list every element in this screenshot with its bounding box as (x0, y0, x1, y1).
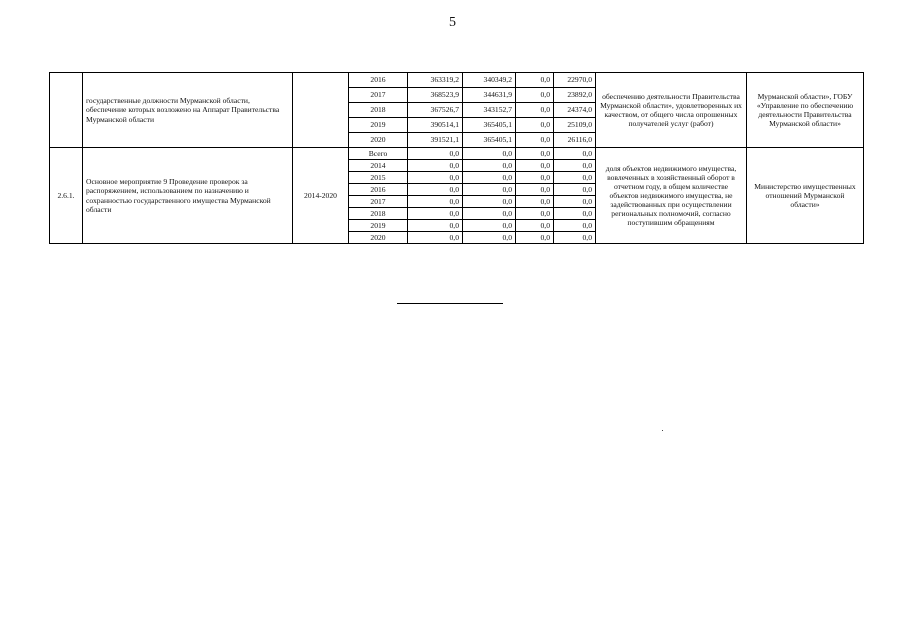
year-cell: 2017 (349, 196, 408, 208)
indicator-cell: обеспечению деятельности Правительства Мурманской области», удовлетворенных их качеством, от общего числа опрошенных получателей услуг (работ) (596, 73, 747, 148)
value1-cell: 0,0 (463, 208, 516, 220)
value1-cell: 365405,1 (463, 133, 516, 148)
year-cell: 2017 (349, 88, 408, 103)
year-cell: 2020 (349, 133, 408, 148)
value3-cell: 26116,0 (554, 133, 596, 148)
year-cell: 2019 (349, 118, 408, 133)
value1-cell: 0,0 (463, 148, 516, 160)
total-cell: 0,0 (408, 232, 463, 244)
value3-cell: 0,0 (554, 160, 596, 172)
table-row (50, 73, 864, 88)
item-number (50, 73, 83, 148)
total-cell: 0,0 (408, 196, 463, 208)
value2-cell: 0,0 (516, 133, 554, 148)
value3-cell: 0,0 (554, 184, 596, 196)
value3-cell: 0,0 (554, 196, 596, 208)
table-row (50, 148, 864, 160)
total-cell: 0,0 (408, 184, 463, 196)
value2-cell: 0,0 (516, 118, 554, 133)
total-cell: 367526,7 (408, 103, 463, 118)
value3-cell: 0,0 (554, 220, 596, 232)
item-period (293, 73, 349, 148)
item-name: государственные должности Мурманской области, обеспечение которых возложено на Аппарат Правительства Мурманской области (83, 73, 293, 148)
total-cell: 0,0 (408, 208, 463, 220)
year-cell: Всего (349, 148, 408, 160)
section-1 (50, 73, 864, 148)
end-separator-line (397, 303, 503, 304)
scan-speck (662, 430, 663, 431)
item-period: 2014-2020 (293, 148, 349, 244)
value2-cell: 0,0 (516, 220, 554, 232)
executor-cell: Министерство имущественных отношений Мурманской области» (747, 148, 864, 244)
item-number: 2.6.1. (50, 148, 83, 244)
program-table (49, 72, 864, 244)
value3-cell: 0,0 (554, 208, 596, 220)
value1-cell: 0,0 (463, 220, 516, 232)
value1-cell: 0,0 (463, 160, 516, 172)
value1-cell: 340349,2 (463, 73, 516, 88)
year-cell: 2015 (349, 172, 408, 184)
year-cell: 2018 (349, 103, 408, 118)
value2-cell: 0,0 (516, 73, 554, 88)
executor-cell: Мурманской области», ГОБУ «Управление по обеспечению деятельности Правительства Мурманской области» (747, 73, 864, 148)
value3-cell: 0,0 (554, 148, 596, 160)
indicator-cell: доля объектов недвижимого имущества, вовлеченных в хозяйственный оборот в отчетном году, в общем количестве объектов недвижимого имущества, не задействованных при осуществлении региональных полномочий, согласно поступившим обращениям (596, 148, 747, 244)
value1-cell: 365405,1 (463, 118, 516, 133)
value3-cell: 0,0 (554, 172, 596, 184)
year-cell: 2018 (349, 208, 408, 220)
total-cell: 390514,1 (408, 118, 463, 133)
value1-cell: 344631,9 (463, 88, 516, 103)
year-cell: 2020 (349, 232, 408, 244)
value1-cell: 0,0 (463, 196, 516, 208)
value3-cell: 25109,0 (554, 118, 596, 133)
value2-cell: 0,0 (516, 184, 554, 196)
value3-cell: 24374,0 (554, 103, 596, 118)
value2-cell: 0,0 (516, 232, 554, 244)
value3-cell: 22970,0 (554, 73, 596, 88)
value2-cell: 0,0 (516, 148, 554, 160)
value2-cell: 0,0 (516, 196, 554, 208)
total-cell: 0,0 (408, 160, 463, 172)
total-cell: 368523,9 (408, 88, 463, 103)
year-cell: 2016 (349, 184, 408, 196)
value1-cell: 0,0 (463, 232, 516, 244)
value2-cell: 0,0 (516, 172, 554, 184)
value1-cell: 343152,7 (463, 103, 516, 118)
section-2 (50, 148, 864, 244)
value2-cell: 0,0 (516, 103, 554, 118)
year-cell: 2016 (349, 73, 408, 88)
value2-cell: 0,0 (516, 208, 554, 220)
value1-cell: 0,0 (463, 184, 516, 196)
item-name: Основное мероприятие 9 Проведение проверок за распоряжением, использованием по назначению и сохранностью государственного имущества Мурманской области (83, 148, 293, 244)
value1-cell: 0,0 (463, 172, 516, 184)
value3-cell: 0,0 (554, 232, 596, 244)
year-cell: 2019 (349, 220, 408, 232)
total-cell: 0,0 (408, 220, 463, 232)
total-cell: 363319,2 (408, 73, 463, 88)
year-cell: 2014 (349, 160, 408, 172)
total-cell: 0,0 (408, 148, 463, 160)
value2-cell: 0,0 (516, 88, 554, 103)
page-number: 5 (449, 15, 456, 30)
value3-cell: 23892,0 (554, 88, 596, 103)
value2-cell: 0,0 (516, 160, 554, 172)
total-cell: 0,0 (408, 172, 463, 184)
total-cell: 391521,1 (408, 133, 463, 148)
